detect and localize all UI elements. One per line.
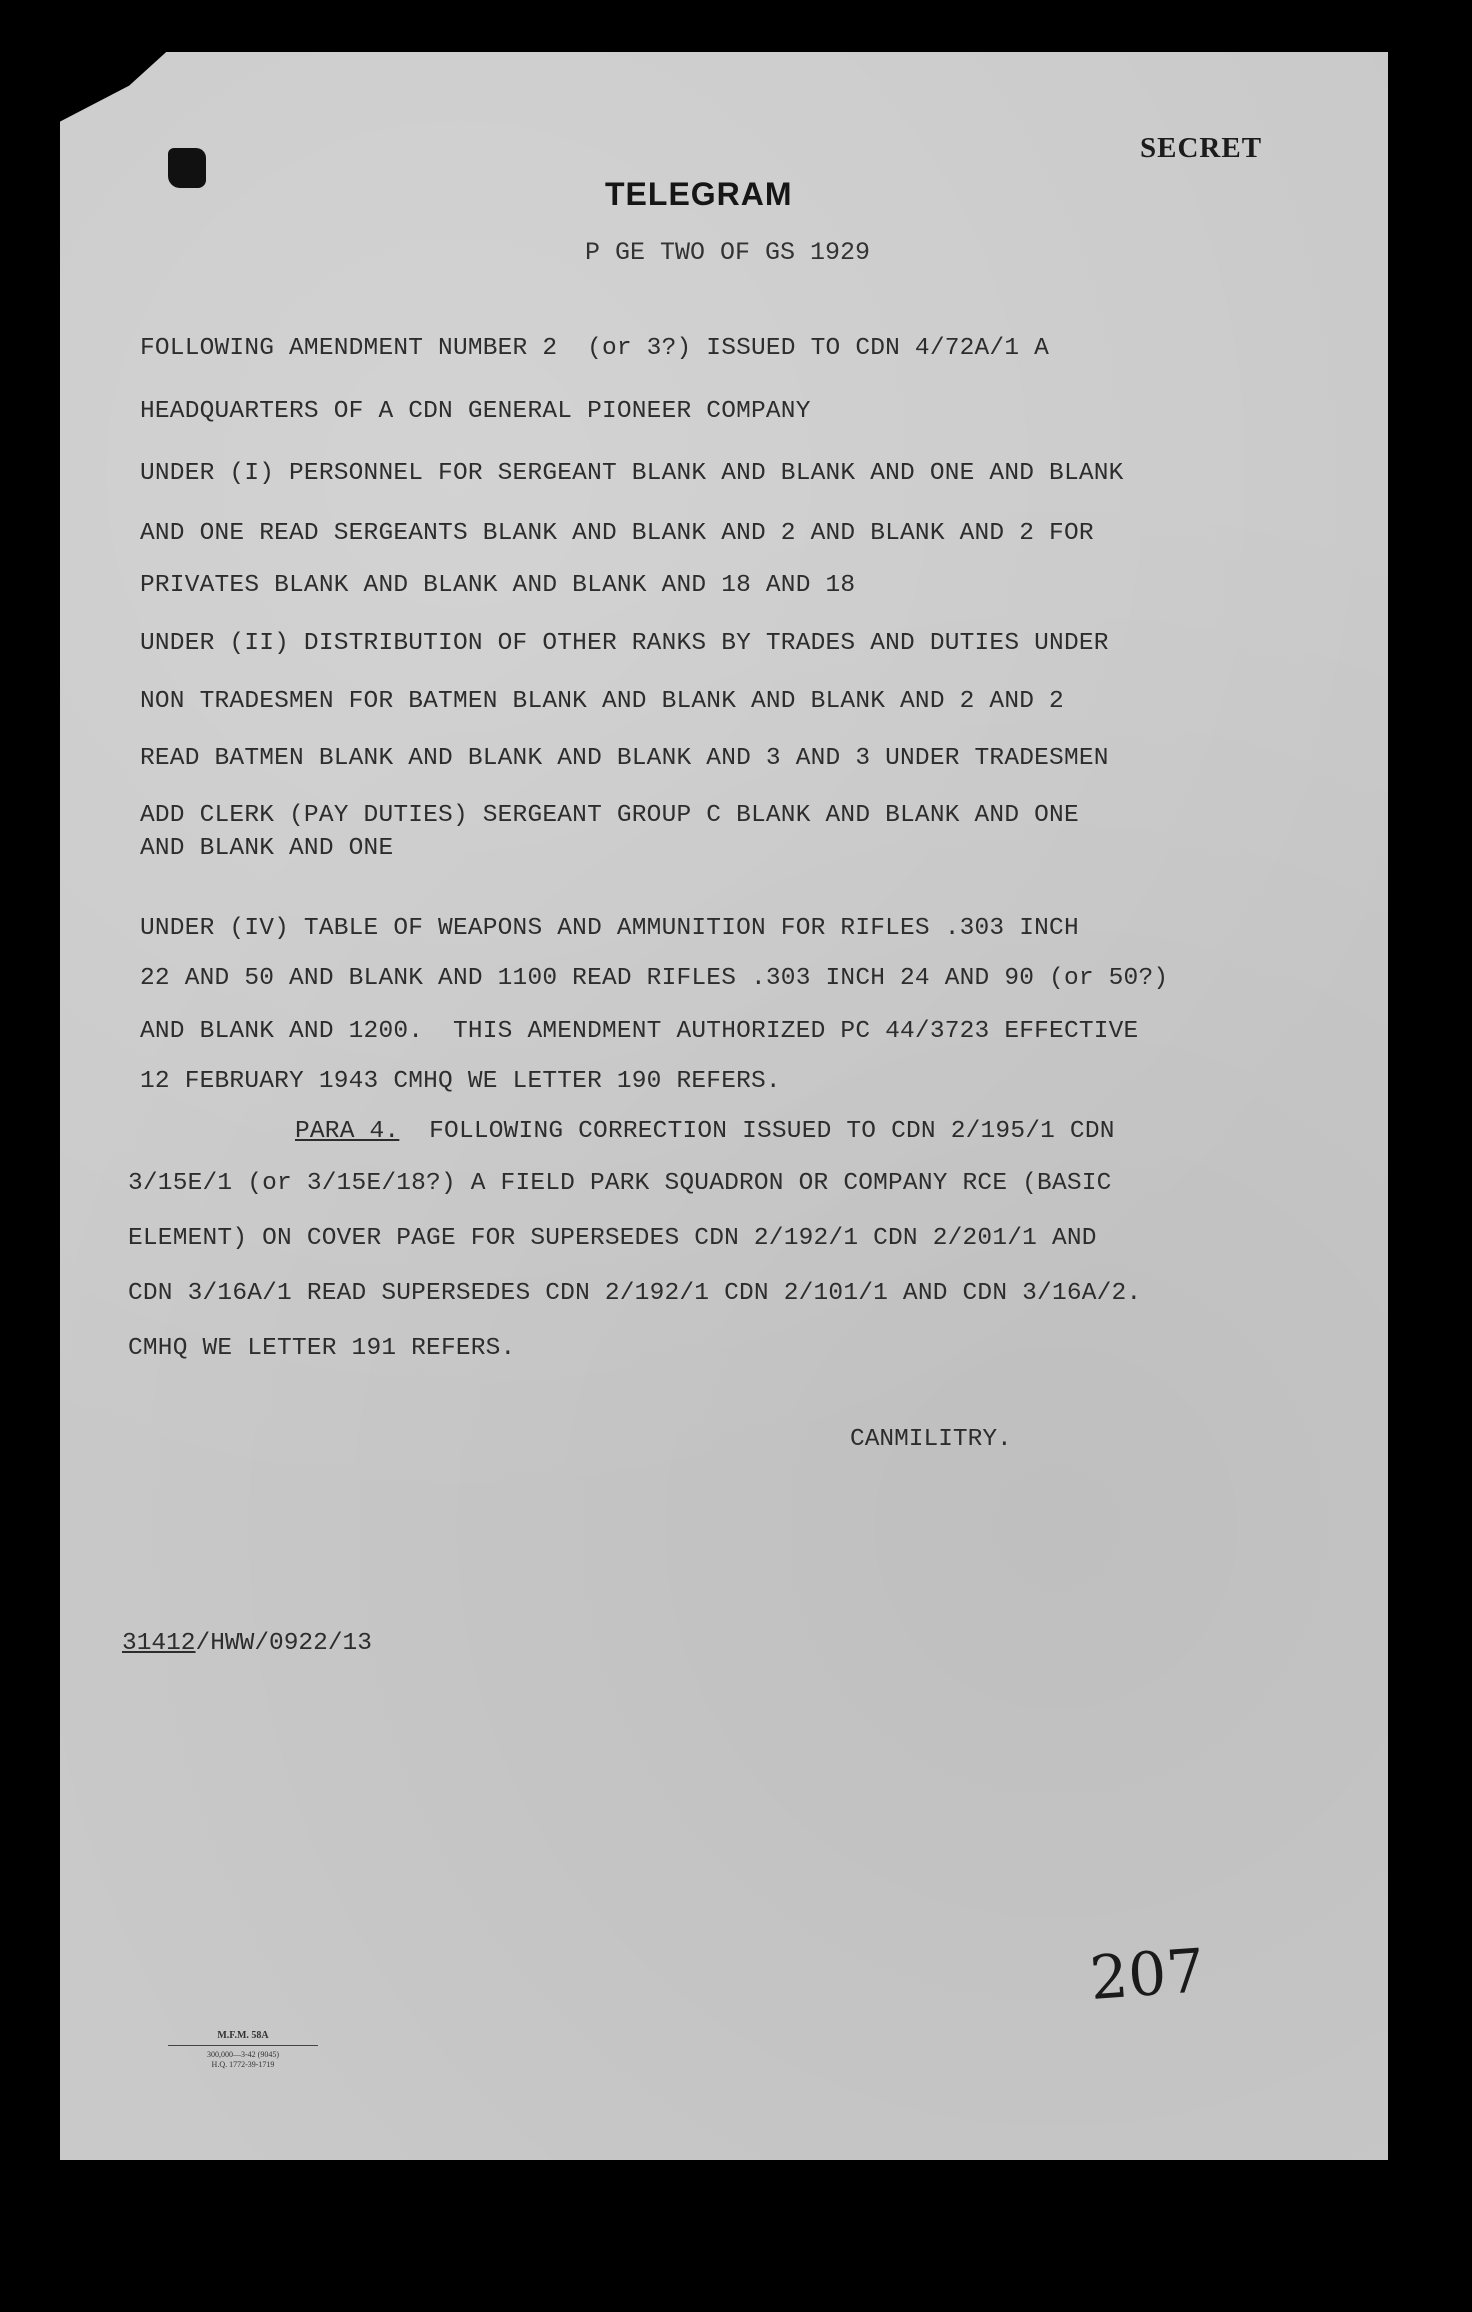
punch-hole-mark xyxy=(168,148,206,188)
imprint-line: 300,000—3-42 (9045) xyxy=(207,2050,279,2059)
body-line: READ BATMEN BLANK AND BLANK AND BLANK AND 3 AND 3 UNDER TRADESMEN xyxy=(140,745,1109,772)
body-line: UNDER (IV) TABLE OF WEAPONS AND AMMUNITION FOR RIFLES .303 INCH xyxy=(140,915,1079,942)
form-number: M.F.M. 58A xyxy=(168,2030,318,2046)
imprint-line: H.Q. 1772-39-1719 xyxy=(211,2060,275,2069)
body-line: 12 FEBRUARY 1943 CMHQ WE LETTER 190 REFERS. xyxy=(140,1068,781,1095)
para-4-label: PARA 4. xyxy=(295,1118,400,1145)
classification-label: SECRET xyxy=(1140,132,1263,164)
printer-imprint xyxy=(168,2030,318,2070)
handwritten-folio-number: 207 xyxy=(1087,1936,1207,2014)
reference-suffix: /HWW/0922/13 xyxy=(195,1630,372,1657)
body-line: PRIVATES BLANK AND BLANK AND BLANK AND 18 AND 18 xyxy=(140,572,856,599)
telegram-page xyxy=(60,52,1388,2160)
para-4-line: 3/15E/1 (or 3/15E/18?) A FIELD PARK SQUADRON OR COMPANY RCE (BASIC xyxy=(128,1170,1112,1197)
body-line: FOLLOWING AMENDMENT NUMBER 2 (or 3?) ISSUED TO CDN 4/72A/1 A xyxy=(140,335,1050,362)
body-line: NON TRADESMEN FOR BATMEN BLANK AND BLANK AND BLANK AND 2 AND 2 xyxy=(140,688,1064,715)
para-4-line: ELEMENT) ON COVER PAGE FOR SUPERSEDES CDN 2/192/1 CDN 2/201/1 AND xyxy=(128,1225,1097,1252)
body-line: AND BLANK AND 1200. THIS AMENDMENT AUTHORIZED PC 44/3723 EFFECTIVE xyxy=(140,1018,1139,1045)
body-line: UNDER (II) DISTRIBUTION OF OTHER RANKS BY TRADES AND DUTIES UNDER xyxy=(140,630,1109,657)
page-reference-line: P GE TWO OF GS 1929 xyxy=(585,238,871,267)
para-4-first-line xyxy=(295,1118,1115,1145)
reference-number: 31412 xyxy=(122,1630,196,1657)
reference-code xyxy=(122,1630,372,1657)
body-line: UNDER (I) PERSONNEL FOR SERGEANT BLANK AND BLANK AND ONE AND BLANK xyxy=(140,460,1124,487)
body-line: ADD CLERK (PAY DUTIES) SERGEANT GROUP C BLANK AND BLANK AND ONE xyxy=(140,802,1079,829)
body-line: AND ONE READ SERGEANTS BLANK AND BLANK AND 2 AND BLANK AND 2 FOR xyxy=(140,520,1094,547)
para-4-text: FOLLOWING CORRECTION ISSUED TO CDN 2/195/1 CDN xyxy=(399,1118,1115,1145)
body-line: 22 AND 50 AND BLANK AND 1100 READ RIFLES .303 INCH 24 AND 90 (or 50?) xyxy=(140,965,1169,992)
para-4-line: CDN 3/16A/1 READ SUPERSEDES CDN 2/192/1 CDN 2/101/1 AND CDN 3/16A/2. xyxy=(128,1280,1142,1307)
para-4-line: CMHQ WE LETTER 191 REFERS. xyxy=(128,1335,516,1362)
sender-signature: CANMILITRY. xyxy=(850,1426,1012,1453)
body-line: HEADQUARTERS OF A CDN GENERAL PIONEER COMPANY xyxy=(140,398,811,425)
body-line: AND BLANK AND ONE xyxy=(140,835,394,862)
document-title: TELEGRAM xyxy=(605,176,793,212)
